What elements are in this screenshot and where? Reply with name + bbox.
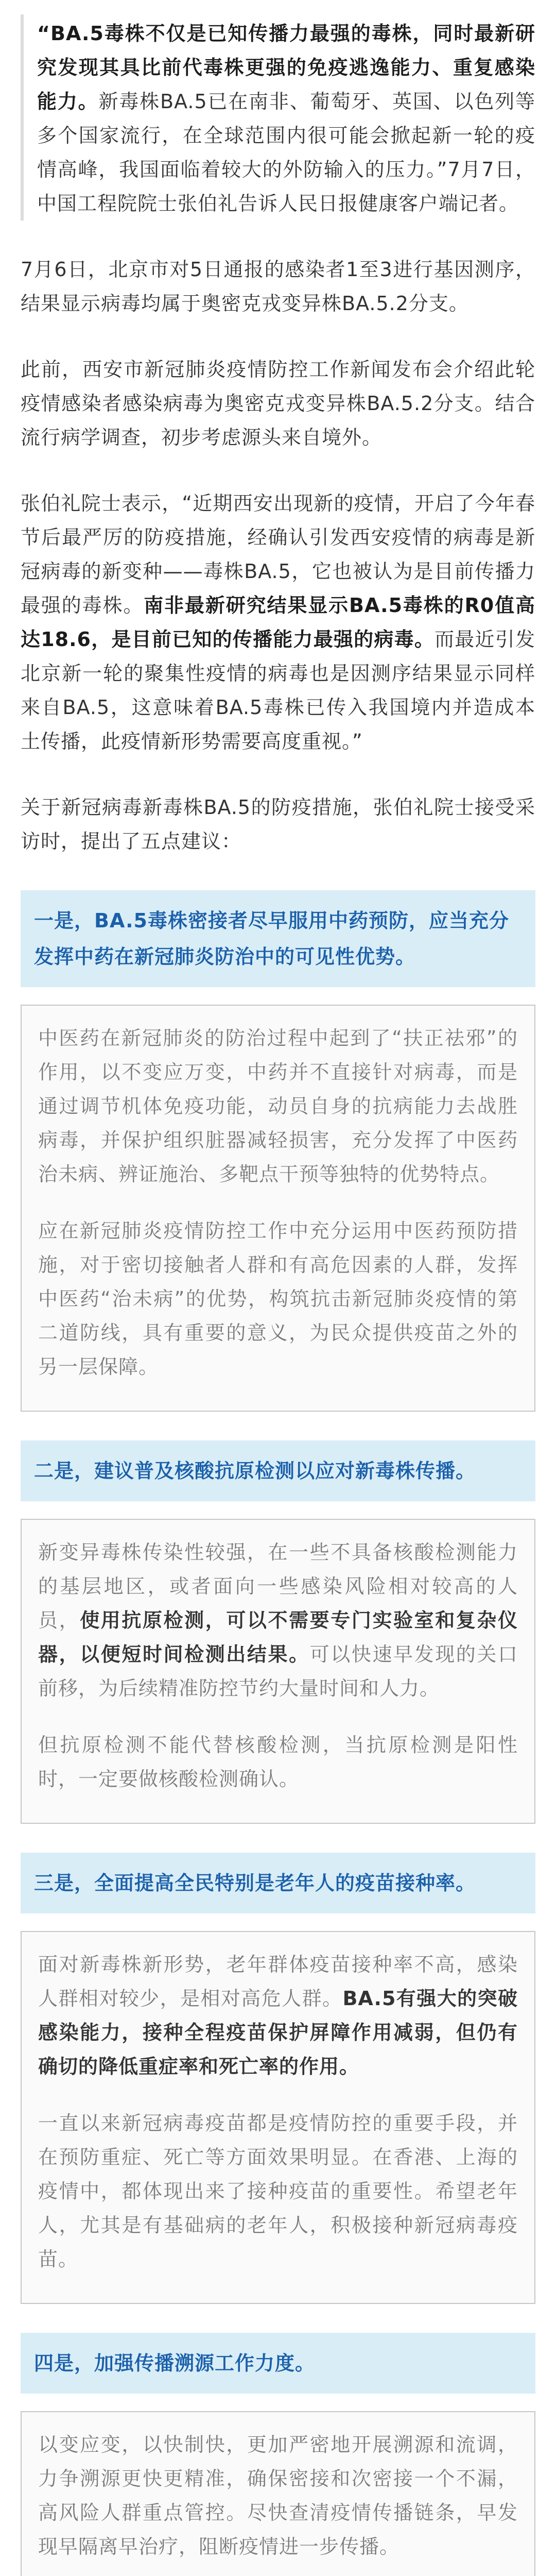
section-heading-4 bbox=[21, 2333, 535, 2394]
section-3-text-a: 面对新毒株新形势，老年群体疫苗接种率不高，感染人群相对较少，是相对高危人群。 bbox=[38, 1953, 518, 2010]
quote-text-2: 而最近引发北京新一轮的聚集性疫情的病毒也是因测序结果显示同样来自BA.5，这意味着BA.5毒株已传入我国境内并造成本土传播，此疫情新形势需要高度重视。” bbox=[21, 628, 535, 753]
paragraph-intro-five: 关于新冠病毒新毒株BA.5的防疫措施，张伯礼院士接受采访时，提出了五点建议： bbox=[21, 796, 535, 853]
paragraph-xian: 此前，西安市新冠肺炎疫情防控工作新闻发布会介绍此轮疫情感染者感染病毒为奥密克戎变异株BA.5.2分支。结合流行病学调查，初步考虑源头来自境外。 bbox=[21, 358, 535, 449]
section-heading-1 bbox=[21, 890, 535, 987]
section-heading-1-text: 一是，BA.5毒株密接者尽早服用中药预防，应当充分发挥中药在新冠肺炎防治中的可见性优势。 bbox=[34, 909, 509, 968]
section-heading-2 bbox=[21, 1440, 535, 1501]
section-3-bold: BA.5有强大的突破感染能力，接种全程疫苗保护屏障作用减弱，但仍有确切的降低重症率和死亡率的作用。 bbox=[38, 1987, 518, 2078]
section-heading-3 bbox=[21, 1853, 535, 1913]
section-1-paragraph-1: 中医药在新冠肺炎的防治过程中起到了“扶正祛邪”的作用，以不变应万变，中药并不直接针对病毒，而是通过调节机体免疫功能，动员自身的抗病能力去战胜病毒，并保护组织脏器减轻损害，充分发挥了中医药治未病、辨证施治、多靶点干预等独特的优势特点。 bbox=[38, 1027, 518, 1185]
section-2-text-a: 新变异毒株传染性较强，在一些不具备核酸检测能力的基层地区，或者面向一些感染风险相对较高的人员， bbox=[38, 1541, 518, 1632]
section-heading-2-text: 二是，建议普及核酸抗原检测以应对新毒株传播。 bbox=[34, 1460, 476, 1482]
lead-paragraph bbox=[37, 16, 535, 221]
section-3-paragraph-2: 一直以来新冠病毒疫苗都是疫情防控的重要手段，并在预防重症、死亡等方面效果明显。在香港、上海的疫情中，都体现出来了接种疫苗的重要性。希望老年人，尤其是有基础病的老年人，积极接种新冠病毒疫苗。 bbox=[38, 2112, 518, 2270]
lead-quote-block bbox=[21, 14, 535, 221]
section-4-paragraph-1: 以变应变，以快制快，更加严密地开展溯源和流调，力争溯源更快更精准，确保密接和次密接一个不漏，高风险人群重点管控。尽快查清疫情传播链条，早发现早隔离早治疗，阻断疫情进一步传播。 bbox=[38, 2433, 518, 2558]
paragraph-beijing: 7月6日，北京市对5日通报的感染者1至3进行基因测序，结果显示病毒均属于奥密克戎变异株BA.5.2分支。 bbox=[21, 258, 535, 315]
section-2-paragraph-1 bbox=[38, 1535, 518, 1705]
section-3-paragraph-1 bbox=[38, 1947, 518, 2083]
section-box-4 bbox=[21, 2411, 535, 2576]
quote-bold-r0: 南非最新研究结果显示BA.5毒株的R0值高达18.6，是目前已知的传播能力最强的病毒。 bbox=[21, 594, 535, 651]
quote-text-1: 张伯礼院士表示，“近期西安出现新的疫情，开启了今年春节后最严厉的防疫措施，经确认引发西安疫情的病毒是新冠病毒的新变种——毒株BA.5，它也被认为是目前传播力最强的毒株。 bbox=[21, 492, 535, 617]
section-2-paragraph-2: 但抗原检测不能代替核酸检测，当抗原检测是阳性时，一定要做核酸检测确认。 bbox=[38, 1734, 518, 1790]
section-2-bold: 使用抗原检测，可以不需要专门实验室和复杂仪器，以便短时间检测出结果。 bbox=[38, 1609, 518, 1666]
section-2-text-c: 可以快速早发现的关口前移，为后续精准防控节约大量时间和人力。 bbox=[38, 1643, 518, 1700]
lead-bold-text: “BA.5毒株不仅是已知传播力最强的毒株，同时最新研究发现其具比前代毒株更强的免疫逃逸能力、重复感染能力。 bbox=[37, 22, 535, 113]
section-box-1 bbox=[21, 1005, 535, 1412]
section-heading-4-text: 四是，加强传播溯源工作力度。 bbox=[34, 2352, 316, 2375]
section-box-2 bbox=[21, 1519, 535, 1824]
section-heading-3-text: 三是，全面提高全民特别是老年人的疫苗接种率。 bbox=[34, 1872, 476, 1894]
section-1-paragraph-2: 应在新冠肺炎疫情防控工作中充分运用中医药预防措施，对于密切接触者人群和有高危因素的人群，发挥中医药“治未病”的优势，构筑抗击新冠肺炎疫情的第二道防线，具有重要的意义，为民众提供疫苗之外的另一层保障。 bbox=[38, 1219, 518, 1378]
section-box-3 bbox=[21, 1931, 535, 2304]
paragraph-zhang-quote bbox=[21, 486, 535, 758]
lead-text: 新毒株BA.5已在南非、葡萄牙、英国、以色列等多个国家流行，在全球范围内很可能会掀起新一轮的疫情高峰，我国面临着较大的外防输入的压力。”7月7日，中国工程院院士张伯礼告诉人民日报健康客户端记者。 bbox=[37, 90, 535, 215]
